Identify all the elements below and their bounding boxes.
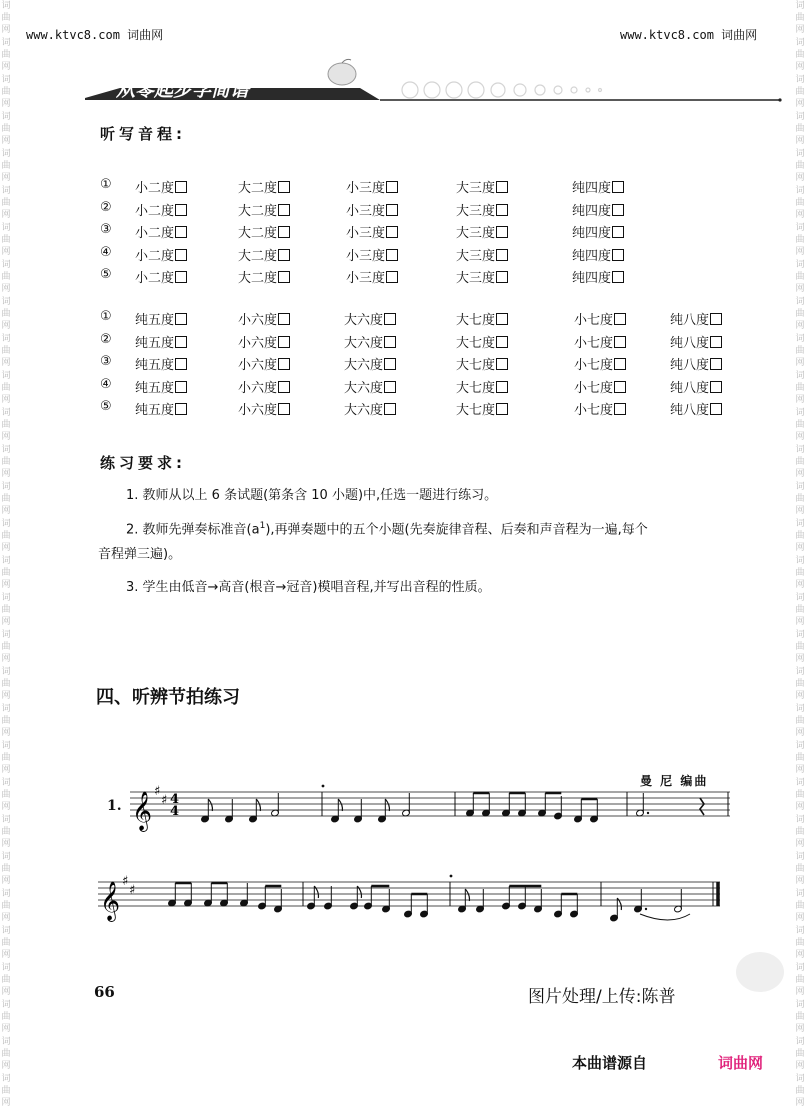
interval-label: 小七度	[574, 380, 614, 396]
watermark-text: 词 曲 网	[795, 926, 805, 960]
question-number: ②	[100, 199, 112, 215]
interval-option	[456, 309, 508, 328]
watermark-text: 词 曲 网	[1, 593, 11, 627]
source-site-link[interactable]: 词曲网	[718, 1054, 764, 1072]
interval-label: 小三度	[346, 181, 386, 196]
interval-option	[344, 377, 396, 396]
answer-checkbox[interactable]	[386, 271, 398, 283]
interval-option	[238, 354, 290, 373]
answer-checkbox[interactable]	[614, 336, 626, 348]
interval-label: 大六度	[344, 335, 384, 351]
watermark-text: 词 曲 网	[1, 1, 11, 35]
watermark-text: 词 曲 网	[795, 889, 805, 923]
interval-label: 小二度	[135, 203, 175, 219]
watermark-text: 词 曲 网	[1, 1074, 11, 1108]
watermark-text: 词 曲 网	[1, 149, 11, 183]
interval-option	[456, 245, 508, 264]
answer-checkbox[interactable]	[496, 313, 508, 325]
site-name-right: 词曲网	[721, 28, 758, 42]
interval-option	[135, 399, 187, 418]
watermark-text: 词 曲 网	[1, 223, 11, 257]
question-number: ③	[100, 354, 112, 369]
answer-checkbox[interactable]	[278, 381, 290, 393]
answer-checkbox[interactable]	[175, 204, 187, 216]
interval-label: 纯五度	[135, 313, 175, 328]
interval-option	[238, 267, 290, 286]
answer-checkbox[interactable]	[496, 403, 508, 415]
requirements-heading: 练习要求:	[100, 454, 186, 472]
watermark-text: 词 曲 网	[1, 482, 11, 516]
answer-checkbox[interactable]	[384, 313, 396, 325]
answer-checkbox[interactable]	[612, 249, 624, 261]
interval-label: 小三度	[346, 248, 386, 264]
watermark-text: 词 曲 网	[1, 556, 11, 590]
watermark-text: 词 曲 网	[795, 815, 805, 849]
watermark-text: 词 曲 网	[795, 667, 805, 701]
requirement-2	[126, 516, 648, 540]
answer-checkbox[interactable]	[710, 358, 722, 370]
decorative-circles	[402, 82, 602, 98]
interval-option	[574, 354, 626, 373]
watermark-text: 词 曲 网	[1, 963, 11, 997]
interval-label: 大二度	[238, 181, 278, 196]
interval-option	[456, 177, 508, 196]
answer-checkbox[interactable]	[386, 249, 398, 261]
answer-checkbox[interactable]	[496, 249, 508, 261]
interval-label: 大六度	[344, 403, 384, 418]
watermark-text: 词 曲 网	[1, 889, 11, 923]
watermark-text: 词 曲 网	[1, 260, 11, 294]
interval-label: 纯四度	[572, 248, 612, 264]
interval-option	[572, 177, 624, 196]
interval-option	[456, 200, 508, 219]
requirement-1: 1. 教师从以上 6 条试题(第条含 10 小题)中,任选一题进行练习。	[126, 488, 498, 503]
watermark-text: 词 曲 网	[795, 852, 805, 886]
interval-option	[456, 354, 508, 373]
interval-option	[135, 354, 187, 373]
dictation-heading: 听写音程:	[100, 125, 186, 143]
interval-label: 小二度	[135, 271, 175, 286]
answer-checkbox[interactable]	[278, 271, 290, 283]
answer-checkbox[interactable]	[384, 403, 396, 415]
interval-option	[344, 354, 396, 373]
watermark-text: 词 曲 网	[1, 334, 11, 368]
answer-checkbox[interactable]	[710, 336, 722, 348]
answer-checkbox[interactable]	[614, 313, 626, 325]
interval-label: 小六度	[238, 403, 278, 418]
interval-label: 纯八度	[670, 335, 710, 351]
interval-option	[456, 267, 508, 286]
answer-checkbox[interactable]	[386, 226, 398, 238]
interval-option	[670, 399, 722, 418]
answer-checkbox[interactable]	[710, 403, 722, 415]
note-flag	[208, 799, 212, 811]
image-credit: 图片处理/上传:陈普	[528, 987, 676, 1007]
watermark-text: 词 曲 网	[795, 223, 805, 257]
interval-option	[344, 399, 396, 418]
interval-option	[456, 377, 508, 396]
watermark-text: 词 曲 网	[795, 1074, 805, 1108]
watermark-text: 词 曲 网	[795, 334, 805, 368]
interval-label: 大六度	[344, 358, 384, 373]
interval-label: 纯八度	[670, 403, 710, 418]
interval-option	[238, 399, 290, 418]
interval-option	[238, 377, 290, 396]
site-name-left: 词曲网	[127, 28, 164, 42]
watermark-text: 词 曲 网	[795, 593, 805, 627]
answer-checkbox[interactable]	[278, 204, 290, 216]
watermark-text: 词 曲 网	[795, 1, 805, 35]
interval-option	[135, 222, 187, 241]
watermark-text: 词 曲 网	[795, 704, 805, 738]
note-flag	[256, 799, 260, 811]
interval-label: 小三度	[346, 203, 386, 219]
interval-label: 大二度	[238, 248, 278, 264]
music-staff-line-2	[98, 870, 730, 930]
answer-checkbox[interactable]	[496, 226, 508, 238]
interval-label: 大三度	[456, 181, 496, 196]
interval-label: 小六度	[238, 313, 278, 328]
interval-option	[346, 245, 398, 264]
source-label: 本曲谱源自	[572, 1054, 648, 1072]
answer-checkbox[interactable]	[175, 403, 187, 415]
interval-label: 小二度	[135, 248, 175, 264]
question-number: ①	[100, 309, 112, 324]
accent-mark	[450, 875, 453, 878]
watermark-text: 词 曲 网	[795, 186, 805, 220]
watermark-text: 词 曲 网	[1, 1037, 11, 1071]
requirement-3: 3. 学生由低音→高音(根音→冠音)模唱音程,并写出音程的性质。	[126, 580, 491, 595]
interval-label: 纯五度	[135, 403, 175, 418]
watermark-text: 词 曲 网	[1, 1000, 11, 1034]
answer-checkbox[interactable]	[496, 381, 508, 393]
watermark-text: 词 曲 网	[1, 112, 11, 146]
interval-label: 大三度	[456, 271, 496, 286]
interval-option	[238, 177, 290, 196]
site-url-left[interactable]: www.ktvc8.com	[26, 28, 120, 42]
sharp-icon: ♯	[122, 874, 129, 889]
interval-label: 小三度	[346, 226, 386, 241]
answer-checkbox[interactable]	[612, 204, 624, 216]
note-flag	[465, 889, 469, 901]
left-watermark-strip	[0, 0, 12, 1108]
watermark-text: 词 曲 网	[1, 297, 11, 331]
question-number: ②	[100, 331, 112, 347]
watermark-text: 词 曲 网	[1, 186, 11, 220]
interval-option	[572, 200, 624, 219]
watermark-text: 词 曲 网	[1, 408, 11, 442]
interval-option	[346, 267, 398, 286]
watermark-text: 词 曲 网	[795, 371, 805, 405]
interval-option	[346, 200, 398, 219]
interval-option	[670, 309, 722, 328]
note-flag	[338, 799, 342, 811]
interval-label: 小二度	[135, 181, 175, 196]
interval-option	[135, 177, 187, 196]
answer-checkbox[interactable]	[710, 313, 722, 325]
watermark-text: 词 曲 网	[1, 445, 11, 479]
answer-checkbox[interactable]	[278, 249, 290, 261]
watermark-text: 词 曲 网	[795, 38, 805, 72]
interval-label: 大七度	[456, 358, 496, 373]
interval-option	[572, 267, 624, 286]
answer-checkbox[interactable]	[278, 313, 290, 325]
watermark-text: 词 曲 网	[795, 149, 805, 183]
header-left	[26, 26, 163, 43]
watermark-text: 词 曲 网	[1, 371, 11, 405]
interval-option	[574, 377, 626, 396]
answer-checkbox[interactable]	[175, 271, 187, 283]
answer-checkbox[interactable]	[175, 181, 187, 193]
answer-checkbox[interactable]	[710, 381, 722, 393]
note-dot	[647, 812, 649, 814]
answer-checkbox[interactable]	[614, 358, 626, 370]
requirement-2-text-a: 2. 教师先弹奏标准音(a	[126, 522, 260, 538]
watermark-text: 词 曲 网	[1, 704, 11, 738]
watermark-text: 词 曲 网	[1, 519, 11, 553]
interval-option	[135, 332, 187, 351]
interval-label: 小三度	[346, 271, 386, 286]
interval-label: 纯五度	[135, 335, 175, 351]
quarter-rest-icon	[700, 798, 704, 815]
requirement-2-superscript: 1	[259, 521, 266, 531]
interval-label: 纯五度	[135, 358, 175, 373]
answer-checkbox[interactable]	[496, 358, 508, 370]
interval-option	[238, 200, 290, 219]
interval-option	[670, 332, 722, 351]
watermark-text: 词 曲 网	[795, 75, 805, 109]
interval-option	[670, 354, 722, 373]
answer-checkbox[interactable]	[614, 381, 626, 393]
question-number: ⑤	[100, 399, 112, 414]
music-staff-line-1	[130, 780, 730, 840]
treble-clef-icon: 𝄞	[100, 881, 121, 921]
interval-option	[135, 309, 187, 328]
exercise-number: 1.	[107, 798, 122, 814]
interval-option	[135, 267, 187, 286]
answer-checkbox[interactable]	[496, 336, 508, 348]
answer-checkbox[interactable]	[614, 403, 626, 415]
watermark-text: 词 曲 网	[795, 297, 805, 331]
watermark-text: 词 曲 网	[1, 815, 11, 849]
tie-arc	[640, 914, 690, 920]
interval-option	[346, 222, 398, 241]
interval-option	[456, 399, 508, 418]
interval-label: 大二度	[238, 203, 278, 219]
composer-credit: 曼 尼 编曲	[640, 774, 709, 788]
time-signature-top: 4	[170, 792, 180, 807]
section-4-title: 四、听辨节拍练习	[96, 687, 240, 708]
watermark-text: 词 曲 网	[795, 1037, 805, 1071]
answer-checkbox[interactable]	[384, 381, 396, 393]
interval-label: 纯四度	[572, 203, 612, 219]
interval-option	[238, 245, 290, 264]
answer-checkbox[interactable]	[278, 358, 290, 370]
answer-checkbox[interactable]	[175, 358, 187, 370]
header-right	[620, 26, 757, 43]
answer-checkbox[interactable]	[175, 313, 187, 325]
answer-checkbox[interactable]	[496, 181, 508, 193]
question-number: ④	[100, 244, 112, 260]
interval-option	[238, 332, 290, 351]
question-number: ④	[100, 376, 112, 392]
treble-clef-icon: 𝄞	[132, 791, 153, 831]
interval-label: 纯八度	[670, 380, 710, 396]
apple-icon	[328, 59, 356, 85]
note-dot	[645, 908, 647, 910]
interval-label: 大七度	[456, 313, 496, 328]
faded-apple-decoration	[720, 940, 790, 1000]
answer-checkbox[interactable]	[175, 249, 187, 261]
interval-option	[344, 309, 396, 328]
watermark-text: 词 曲 网	[795, 741, 805, 775]
interval-option	[135, 377, 187, 396]
interval-label: 纯四度	[572, 271, 612, 286]
interval-option	[574, 399, 626, 418]
interval-option	[574, 332, 626, 351]
answer-checkbox[interactable]	[612, 226, 624, 238]
page-number: 66	[94, 983, 115, 1001]
banner-title: 从零起步学简谱	[116, 79, 250, 101]
watermark-text: 词 曲 网	[1, 667, 11, 701]
interval-label: 小七度	[574, 313, 614, 328]
answer-checkbox[interactable]	[278, 403, 290, 415]
interval-label: 大七度	[456, 403, 496, 418]
watermark-text: 词 曲 网	[795, 630, 805, 664]
interval-label: 大三度	[456, 203, 496, 219]
time-signature-bottom: 4	[170, 804, 180, 819]
interval-label: 小六度	[238, 358, 278, 373]
watermark-text: 词 曲 网	[1, 38, 11, 72]
sharp-icon: ♯	[154, 784, 161, 799]
interval-label: 纯四度	[572, 181, 612, 196]
answer-checkbox[interactable]	[496, 204, 508, 216]
interval-label: 大六度	[344, 380, 384, 396]
watermark-text: 词 曲 网	[795, 519, 805, 553]
accent-mark	[322, 785, 325, 788]
answer-checkbox[interactable]	[175, 381, 187, 393]
watermark-text: 词 曲 网	[795, 445, 805, 479]
interval-label: 纯四度	[572, 226, 612, 241]
answer-checkbox[interactable]	[278, 181, 290, 193]
sharp-icon: ♯	[129, 883, 136, 898]
answer-checkbox[interactable]	[386, 181, 398, 193]
question-number: ③	[100, 222, 112, 237]
answer-checkbox[interactable]	[496, 271, 508, 283]
interval-label: 小六度	[238, 335, 278, 351]
watermark-text: 词 曲 网	[795, 556, 805, 590]
interval-option	[574, 309, 626, 328]
watermark-text: 词 曲 网	[1, 75, 11, 109]
answer-checkbox[interactable]	[278, 336, 290, 348]
interval-label: 纯八度	[670, 358, 710, 373]
interval-label: 小七度	[574, 358, 614, 373]
interval-label: 大三度	[456, 226, 496, 241]
interval-label: 大七度	[456, 335, 496, 351]
answer-checkbox[interactable]	[384, 336, 396, 348]
watermark-text: 词 曲 网	[1, 741, 11, 775]
interval-label: 小七度	[574, 403, 614, 418]
interval-label: 大二度	[238, 271, 278, 286]
answer-checkbox[interactable]	[386, 204, 398, 216]
site-url-right[interactable]: www.ktvc8.com	[620, 28, 714, 42]
sharp-icon: ♯	[161, 793, 168, 808]
interval-option	[344, 332, 396, 351]
interval-option	[670, 377, 722, 396]
answer-checkbox[interactable]	[175, 336, 187, 348]
answer-checkbox[interactable]	[612, 181, 624, 193]
answer-checkbox[interactable]	[175, 226, 187, 238]
interval-label: 纯五度	[135, 380, 175, 396]
interval-option	[238, 222, 290, 241]
interval-label: 大三度	[456, 248, 496, 264]
watermark-text: 词 曲 网	[795, 482, 805, 516]
watermark-text: 词 曲 网	[795, 112, 805, 146]
requirement-2-continued: 音程弹三遍)。	[98, 547, 182, 562]
watermark-text: 词 曲 网	[1, 926, 11, 960]
note-flag	[385, 799, 389, 811]
book-banner	[80, 60, 785, 110]
interval-label: 纯八度	[670, 313, 710, 328]
interval-option	[135, 200, 187, 219]
interval-label: 大二度	[238, 226, 278, 241]
interval-option	[238, 309, 290, 328]
interval-option	[456, 332, 508, 351]
interval-option	[572, 245, 624, 264]
question-number: ①	[100, 177, 112, 192]
interval-option	[456, 222, 508, 241]
answer-checkbox[interactable]	[384, 358, 396, 370]
interval-label: 大六度	[344, 313, 384, 328]
interval-label: 小六度	[238, 380, 278, 396]
interval-option	[135, 245, 187, 264]
watermark-text: 词 曲 网	[795, 408, 805, 442]
watermark-text: 词 曲 网	[795, 1000, 805, 1034]
watermark-text: 词 曲 网	[795, 260, 805, 294]
answer-checkbox[interactable]	[278, 226, 290, 238]
watermark-text: 词 曲 网	[795, 778, 805, 812]
interval-option	[346, 177, 398, 196]
watermark-text: 词 曲 网	[1, 852, 11, 886]
watermark-text: 词 曲 网	[795, 963, 805, 997]
watermark-text: 词 曲 网	[1, 630, 11, 664]
interval-label: 小二度	[135, 226, 175, 241]
interval-option	[572, 222, 624, 241]
interval-label: 大七度	[456, 380, 496, 396]
watermark-text: 词 曲 网	[1, 778, 11, 812]
right-watermark-strip	[794, 0, 806, 1108]
interval-label: 小七度	[574, 335, 614, 351]
question-number: ⑤	[100, 267, 112, 282]
answer-checkbox[interactable]	[612, 271, 624, 283]
requirement-2-text-b: ),再弹奏题中的五个小题(先奏旋律音程、后奏和声音程为一遍,每个	[265, 522, 648, 538]
